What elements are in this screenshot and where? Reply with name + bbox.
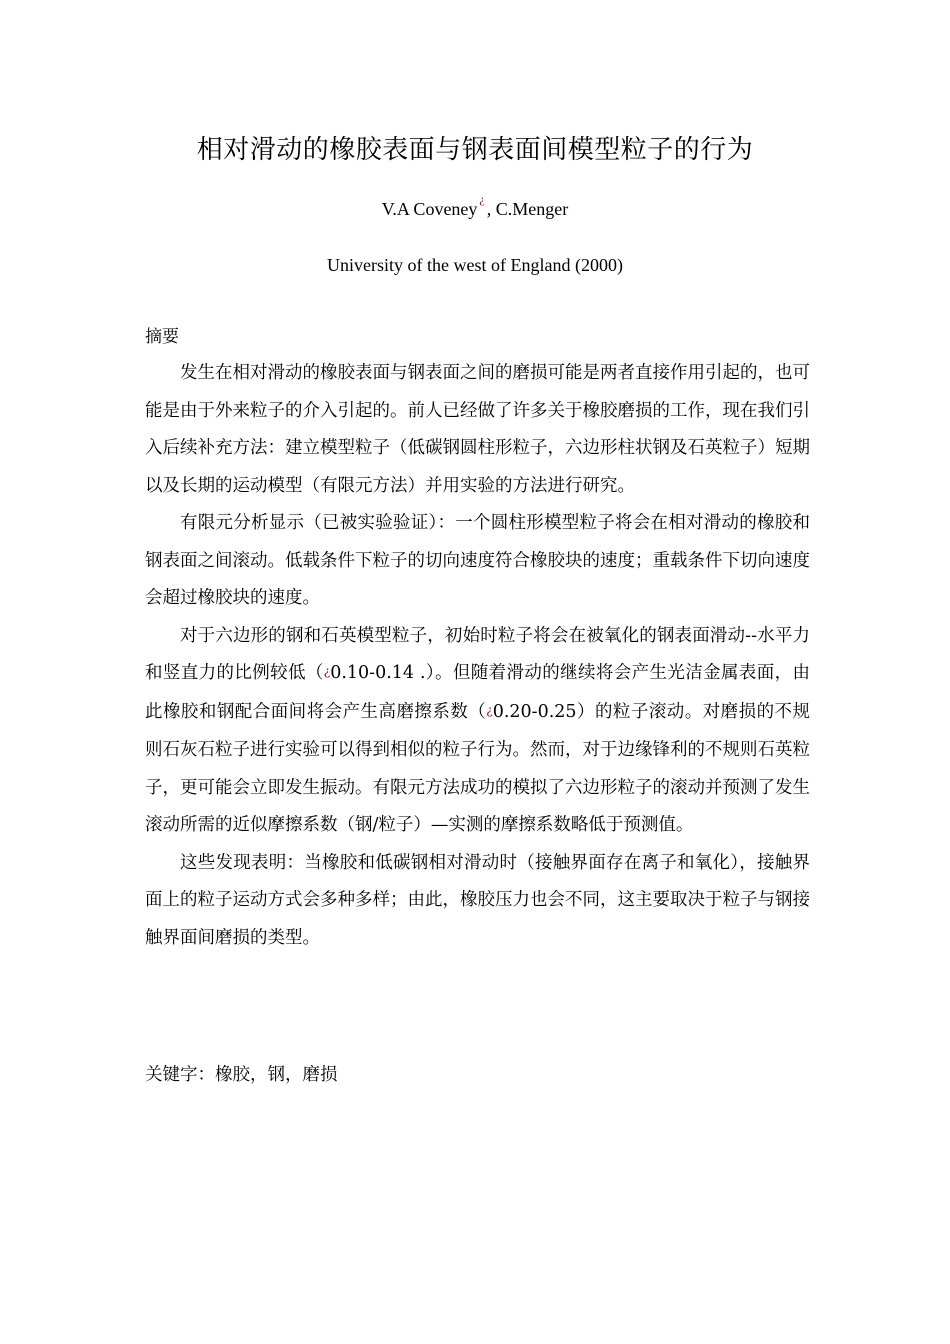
abstract-paragraph-4: 这些发现表明：当橡胶和低碳钢相对滑动时（接触界面存在离子和氧化），接触界面上的粒子运动方式会多种多样；由此，橡胶压力也会不同，这主要取决于粒子与钢接触界面间磨损的类型。 [145, 852, 810, 948]
author-line [0, 192, 950, 224]
author-symbol: ¿ [479, 192, 485, 206]
approx-symbol-1: ¿ [323, 664, 331, 678]
paper-title: 相对滑动的橡胶表面与钢表面间模型粒子的行为 [196, 135, 754, 165]
abstract-heading: 摘要 [145, 327, 179, 347]
paragraph-3-part-a: 对于六边形的钢和石英模型粒子，初始时粒子将会在被氧化的钢表面滑动--水平力和竖直力的比例较低（ [145, 625, 810, 683]
abstract-paragraph-3 [145, 618, 810, 845]
abstract-paragraph-1: 发生在相对滑动的橡胶表面与钢表面之间的磨损可能是两者直接作用引起的，也可能是由于外来粒子的介入引起的。前人已经做了许多关于橡胶磨损的工作，现在我们引入后续补充方法：建立模型粒子（低碳钢圆柱形粒子，六边形柱状钢及石英粒子）短期以及长期的运动模型（有限元方法）并用实验的方法进行研究。 [145, 363, 810, 496]
author-coveney: V.A Coveney [381, 199, 478, 219]
keywords-values: 橡胶，钢，磨损 [215, 1065, 338, 1085]
keywords-label: 关键字： [145, 1065, 215, 1085]
affiliation: University of the west of England (2000) [327, 255, 623, 275]
paragraph-3-part-b: 0.10-0.14 .）。但随着滑动的继续将会产生光洁金属表面，由此橡胶和钢配合面间将会产生高磨擦系数（ [145, 663, 811, 722]
abstract-body [145, 355, 810, 957]
author-menger: , C.Menger [486, 199, 569, 219]
approx-symbol-2: ¿ [486, 702, 493, 717]
paragraph-3-part-c: 0.20-0.25）的粒子滚动。对磨损的不规则石灰石粒子进行实验可以得到相似的粒子行为。然而，对于边缘锋利的不规则石英粒子，更可能会立即发生振动。有限元方法成功的模拟了六边形粒子的滚动并预测了发生滚动所需的近似摩擦系数（钢/粒子）—实测的摩擦系数略低于预测值。 [145, 701, 811, 835]
keywords-line [145, 1060, 338, 1090]
abstract-paragraph-2: 有限元分析显示（已被实验验证）：一个圆柱形模型粒子将会在相对滑动的橡胶和钢表面之间滚动。低载条件下粒子的切向速度符合橡胶块的速度；重载条件下切向速度会超过橡胶块的速度。 [145, 513, 810, 608]
